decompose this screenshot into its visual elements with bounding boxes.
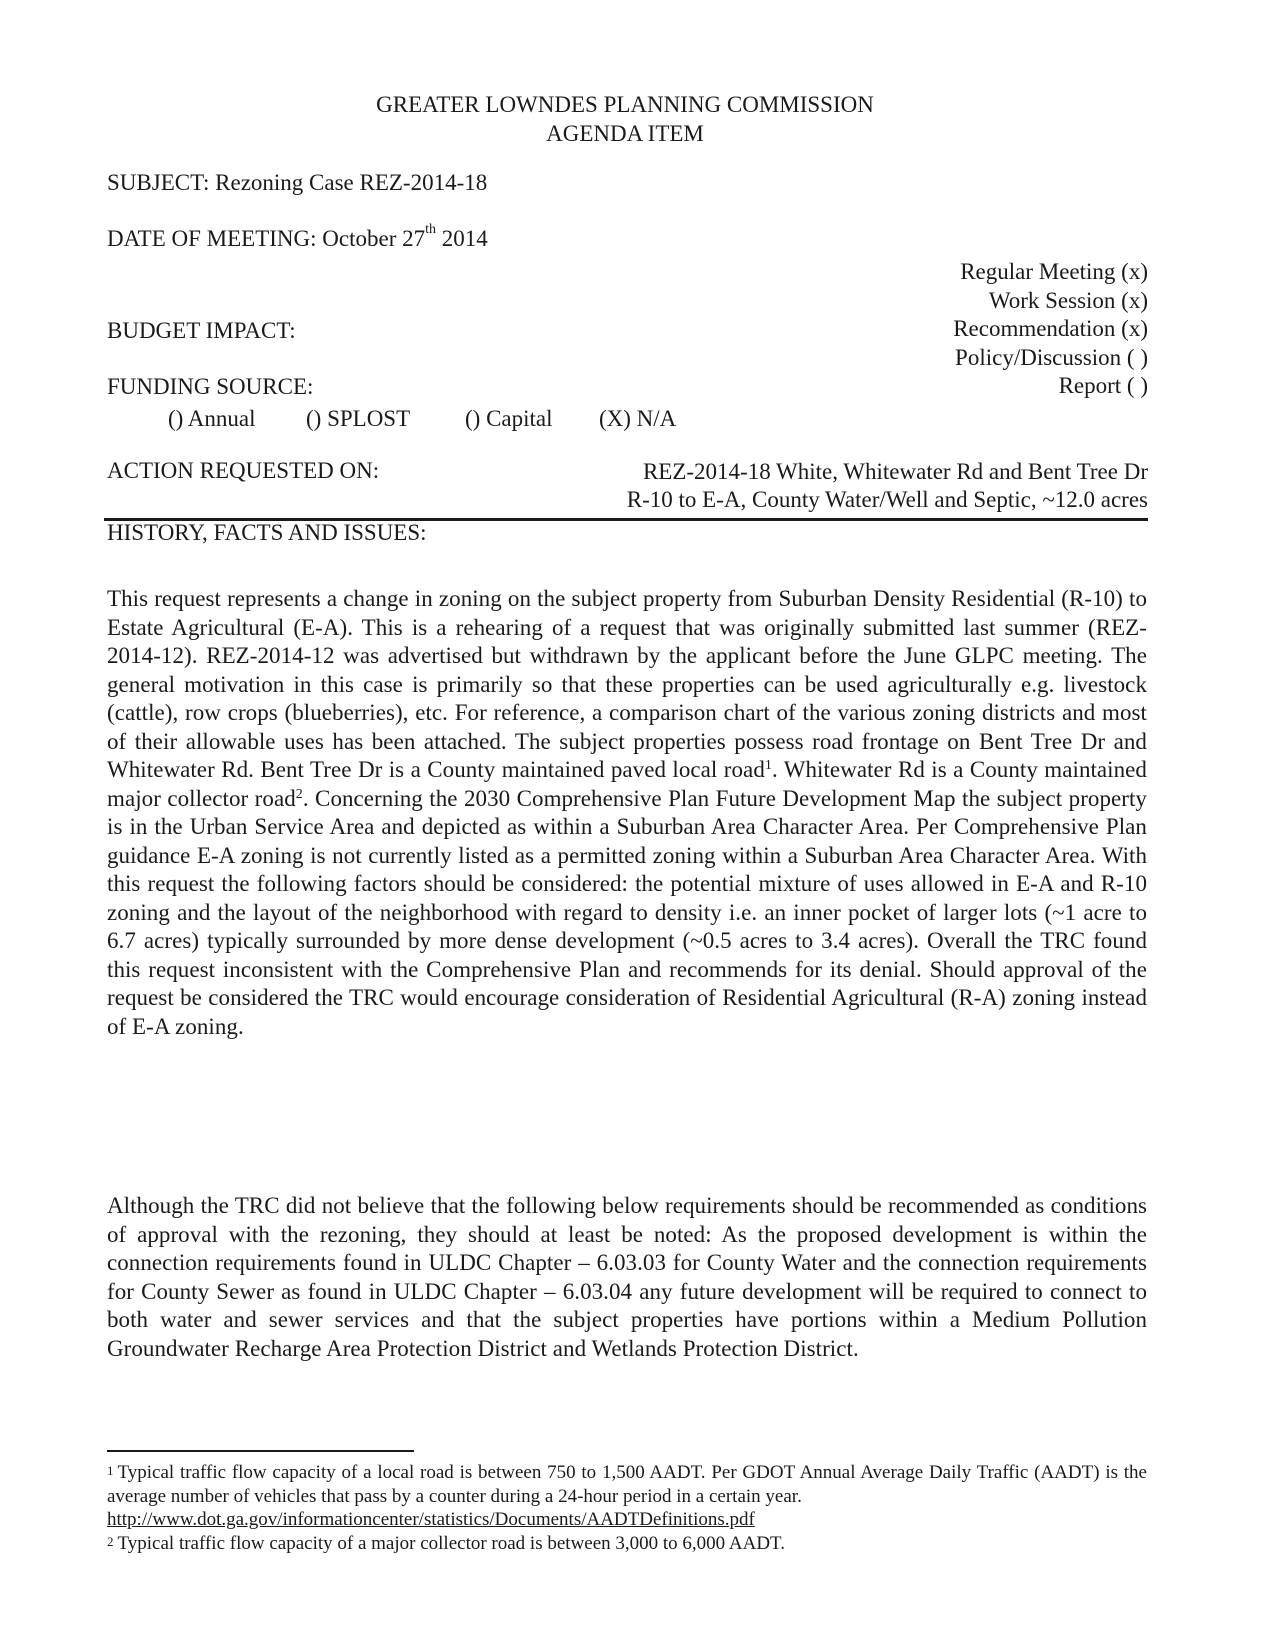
document-header — [0, 90, 1250, 148]
funding-source-label: FUNDING SOURCE: — [107, 374, 314, 399]
history-label: HISTORY, FACTS AND ISSUES: — [107, 520, 427, 545]
meeting-date-line — [107, 222, 488, 252]
meeting-type-report: Report ( ) — [1058, 373, 1148, 398]
history-paragraph: This request represents a change in zoning on the subject property from Suburban Density Residential (R-10) to Estate Agricultural (E-A). This is a rehearing of a request that was originally submitted last summer (REZ-2014-12). REZ-2014-12 was advertised but withdrawn by the applicant before the June GLPC meeting. The general motivation in this case is primarily so that these properties can be used agriculturally e.g. livestock (cattle), row crops (blueberries), etc. For reference, a comparison chart of the various zoning districts and most of their allowable uses has been attached. The subject properties possess road frontage on Bent Tree Dr and Whitewater Rd. Bent Tree Dr is a County maintained paved local road$^1$. Whitewater Rd is a County maintained major collector road$^2$. Concerning the 2030 Comprehensive Plan Future Development Map the subject property is in the Urban Service Area and depicted as within a Suburban Area Character Area. Per Comprehensive Plan guidance E-A zoning is not currently listed as a permitted zoning within a Suburban Area Character Area. With this request the following factors should be considered: the potential mixture of uses allowed in E-A and R-10 zoning and the layout of the neighborhood with regard to density i.e. an inner pocket of larger lots (~1 acre to 6.7 acres) typically surrounded by more dense development (~0.5 acres to 3.4 acres). Overall the TRC found this request inconsistent with the Comprehensive Plan and recommends for its denial. Should approval of the request be considered the TRC would encourage consideration of Residential Agricultural (R-A) zoning instead of E-A zoning. — [107, 586, 1147, 1039]
funding-source-options — [168, 406, 676, 432]
action-requested-label: ACTION REQUESTED ON: — [107, 458, 380, 483]
meeting-type-work-session: Work Session (x) — [988, 287, 1148, 313]
meeting-date-value: October 27th 2014 — [322, 222, 488, 251]
action-requested-line2: R-10 to E-A, County Water/Well and Septic, ~12.0 acres — [626, 487, 1148, 512]
action-requested-value — [627, 458, 1148, 514]
funding-option-na: (X) N/A — [599, 406, 677, 431]
footnote-divider — [107, 1450, 414, 1452]
meeting-type-recommendation: Recommendation (x) — [953, 316, 1148, 341]
meeting-type-list — [953, 258, 1148, 401]
budget-impact-label: BUDGET IMPACT: — [107, 318, 296, 343]
footnote-ref-2: 2 — [295, 786, 303, 802]
footnotes — [107, 1461, 1147, 1555]
meeting-date-label: DATE OF MEETING: — [107, 226, 317, 251]
requirements-paragraph: Although the TRC did not believe that the following below requirements should be recommended as conditions of approval with the rezoning, they should at least be noted: As the proposed development is within the connection requirements found in ULDC Chapter – 6.03.03 for County Water and the connection requirements for County Sewer as found in ULDC Chapter – 6.03.04 any future development will be required to connect to both water and sewer services and that the subject properties have portions within a Medium Pollution Groundwater Recharge Area Protection District and Wetlands Protection District. — [107, 1193, 1147, 1361]
action-requested-line1: REZ-2014-18 White, Whitewater Rd and Bent Tree Dr — [642, 459, 1148, 484]
meeting-type-policy: Policy/Discussion ( ) — [955, 344, 1148, 370]
footnote-ref-1: 1 — [764, 758, 772, 773]
funding-option-annual: () Annual — [168, 406, 256, 431]
subject-value: Rezoning Case REZ-2014-18 — [215, 170, 488, 195]
header-subtitle: AGENDA ITEM — [546, 121, 704, 146]
aadt-definitions-link[interactable]: http://www.dot.ga.gov/informationcenter/statistics/Documents/AADTDefinitions.pdf — [107, 1509, 755, 1530]
funding-option-splost: () SPLOST — [306, 406, 411, 431]
footnote-1: $^1$ Typical traffic flow capacity of a local road is between 750 to 1,500 AADT. Per GDOT Annual Average Daily Traffic (AADT) is the average number of vehicles that pass by a counter during a 24-hour period in a certain year. http://www.dot.ga.gov/informationcenter/statistics/Documents/AADTDefinitions.pdf — [107, 1462, 1147, 1530]
header-title: GREATER LOWNDES PLANNING COMMISSION — [376, 92, 874, 117]
meeting-type-regular: Regular Meeting (x) — [960, 259, 1148, 284]
footnote-2: $^2$ Typical traffic flow capacity of a major collector road is between 3,000 to 6,000 AADT. — [107, 1532, 785, 1554]
funding-option-capital: () Capital — [465, 406, 553, 431]
subject-line — [107, 170, 487, 196]
subject-label: SUBJECT: — [107, 170, 210, 195]
